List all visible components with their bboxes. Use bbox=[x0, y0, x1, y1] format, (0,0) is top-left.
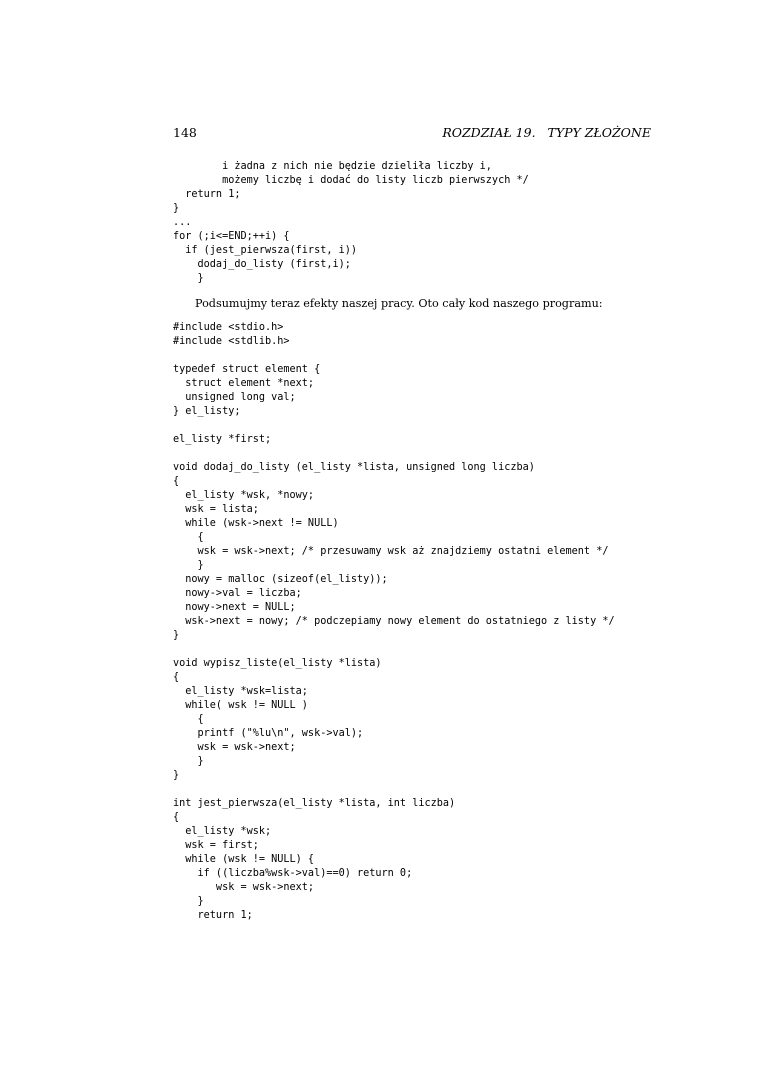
code-line: wsk = lista; bbox=[173, 504, 259, 515]
code-line: możemy liczbę i dodać do listy liczb pierwszych */ bbox=[173, 175, 529, 186]
code-line: wsk = wsk->next; bbox=[173, 882, 315, 893]
code-line bbox=[173, 447, 615, 461]
chapter-title: ROZDZIAŁ 19. TYPY ZŁOŻONE bbox=[442, 125, 651, 140]
code-line: { bbox=[173, 672, 180, 683]
code-line: el_listy *first; bbox=[173, 434, 272, 445]
code-line: { bbox=[173, 476, 180, 487]
code-line: dodaj_do_listy (first,i); bbox=[173, 259, 351, 270]
code-line: } el_listy; bbox=[173, 406, 241, 417]
code-line: wsk = first; bbox=[173, 840, 259, 851]
code-line: } bbox=[173, 756, 204, 767]
code-line: } bbox=[173, 630, 180, 641]
body-paragraph: Podsumujmy teraz efekty naszej pracy. Oto cały kod naszego programu: bbox=[195, 297, 603, 310]
code-line: if ((liczba%wsk->val)==0) return 0; bbox=[173, 868, 413, 879]
code-line: while( wsk != NULL ) bbox=[173, 700, 308, 711]
code-line: #include <stdlib.h> bbox=[173, 336, 290, 347]
code-listing-continued bbox=[173, 160, 529, 286]
code-line: return 1; bbox=[173, 189, 241, 200]
code-line: void wypisz_liste(el_listy *lista) bbox=[173, 658, 382, 669]
code-line: for (;i<=END;++i) { bbox=[173, 231, 290, 242]
code-line: } bbox=[173, 273, 204, 284]
code-line: wsk = wsk->next; /* przesuwamy wsk aż znajdziemy ostatni element */ bbox=[173, 546, 609, 557]
page-number: 148 bbox=[173, 125, 197, 140]
code-line: } bbox=[173, 770, 180, 781]
code-line bbox=[173, 419, 615, 433]
code-line: printf ("%lu\n", wsk->val); bbox=[173, 728, 364, 739]
code-line: return 1; bbox=[173, 910, 253, 921]
code-line: { bbox=[173, 532, 204, 543]
code-line: el_listy *wsk; bbox=[173, 826, 272, 837]
code-line: nowy = malloc (sizeof(el_listy)); bbox=[173, 574, 388, 585]
code-line: nowy->next = NULL; bbox=[173, 602, 296, 613]
code-line: typedef struct element { bbox=[173, 364, 321, 375]
code-line: struct element *next; bbox=[173, 378, 315, 389]
code-line bbox=[173, 783, 615, 797]
code-listing-full-program bbox=[173, 321, 615, 923]
code-line: #include <stdio.h> bbox=[173, 322, 284, 333]
code-line: wsk = wsk->next; bbox=[173, 742, 296, 753]
code-line: } bbox=[173, 560, 204, 571]
code-line: } bbox=[173, 203, 180, 214]
code-line: { bbox=[173, 714, 204, 725]
code-line bbox=[173, 349, 615, 363]
code-line: nowy->val = liczba; bbox=[173, 588, 302, 599]
code-line: while (wsk->next != NULL) bbox=[173, 518, 339, 529]
code-line: el_listy *wsk, *nowy; bbox=[173, 490, 315, 501]
code-line: el_listy *wsk=lista; bbox=[173, 686, 308, 697]
code-line: unsigned long val; bbox=[173, 392, 296, 403]
code-line: ... bbox=[173, 217, 192, 228]
code-line: } bbox=[173, 896, 204, 907]
code-line: { bbox=[173, 812, 180, 823]
code-line bbox=[173, 643, 615, 657]
code-line: i żadna z nich nie będzie dzieliła liczby i, bbox=[173, 161, 492, 172]
code-line: void dodaj_do_listy (el_listy *lista, unsigned long liczba) bbox=[173, 462, 535, 473]
code-line: while (wsk != NULL) { bbox=[173, 854, 315, 865]
code-line: wsk->next = nowy; /* podczepiamy nowy element do ostatniego z listy */ bbox=[173, 616, 615, 627]
code-line: if (jest_pierwsza(first, i)) bbox=[173, 245, 358, 256]
code-line: int jest_pierwsza(el_listy *lista, int liczba) bbox=[173, 798, 456, 809]
running-header bbox=[173, 125, 651, 141]
